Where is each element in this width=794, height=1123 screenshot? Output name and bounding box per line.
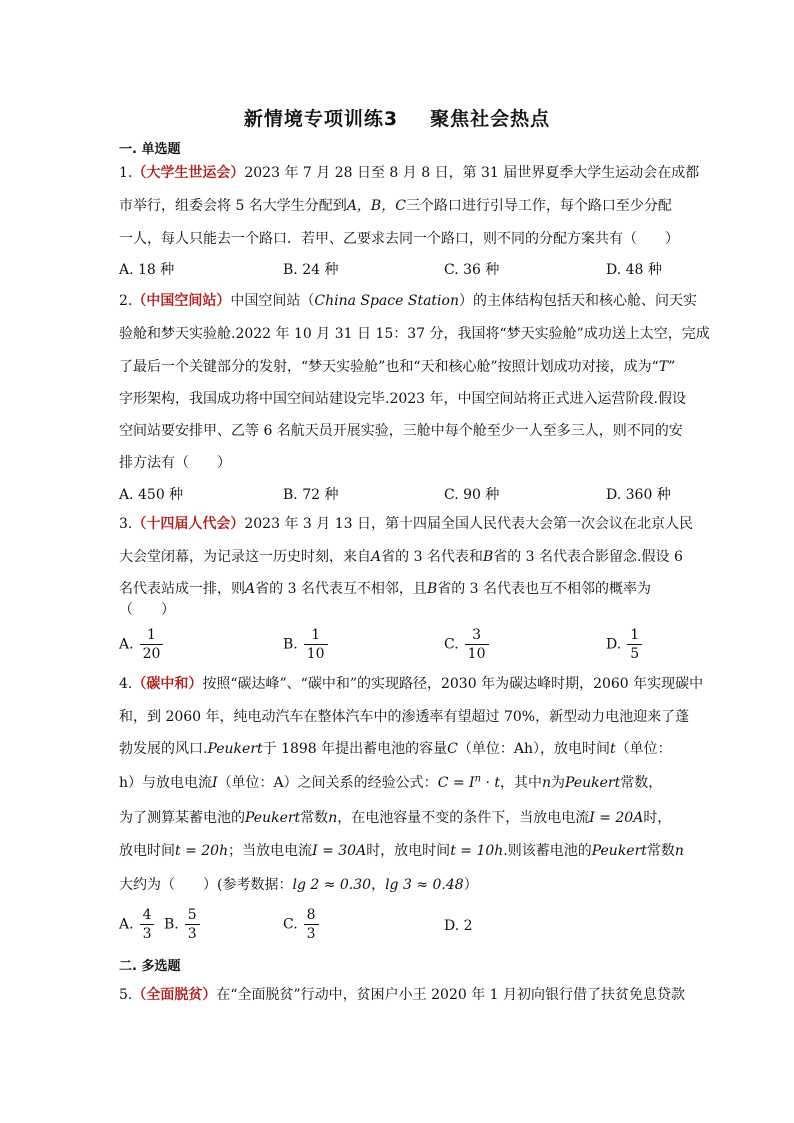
q4-text-4c: ，其中 bbox=[500, 775, 542, 791]
q5-text-1: 在“全面脱贫”行动中，贫困户小王 2020 年 1 月初向银行借了扶贫免息贷款 bbox=[216, 987, 686, 1003]
q5-line-1 bbox=[119, 984, 685, 1004]
q4-option-a-label: A. bbox=[119, 916, 134, 933]
q4-text-3b: 于 1898 年提出蓄电池的容量 bbox=[262, 741, 448, 757]
q3-option-c[interactable] bbox=[444, 626, 489, 663]
q3-var-a2: A bbox=[245, 581, 256, 597]
q4-option-c[interactable] bbox=[283, 906, 319, 943]
q3-line-1 bbox=[119, 513, 693, 533]
q4-var-n2: n bbox=[328, 810, 338, 826]
q2-line-2: 验舱和梦天实验舱.2022 年 10 月 31 日 15：37 分，我国将“梦天实验舱”成功送上太空，完成 bbox=[119, 326, 710, 342]
q1-line-3: 一人，每人只能去一个路口．若甲、乙要求去同一个路口，则不同的分配方案共有（ ） bbox=[119, 231, 679, 247]
q2-line-5: 空间站要安排甲、乙等 6 名航天员开展实验，三舱中每个舱至少一人至多三人，则不同的安 bbox=[119, 423, 683, 439]
q2-line-3 bbox=[119, 356, 675, 376]
q1-option-d[interactable]: D. 48 种 bbox=[606, 262, 662, 278]
q2-option-d[interactable]: D. 360 种 bbox=[606, 487, 671, 503]
q4-text-6b: ；当放电电流 bbox=[228, 843, 313, 859]
q4-var-t: t bbox=[610, 741, 616, 757]
q1-text-1: 2023 年 7 月 28 日至 8 月 8 日，第 31 届世界夏季大学生运动会在成都 bbox=[244, 165, 700, 181]
q4-formula bbox=[438, 775, 500, 791]
fraction-denominator: 10 bbox=[306, 646, 325, 662]
q3-var-b2: B bbox=[426, 581, 438, 597]
q4-text-6d: .则该蓄电池的 bbox=[503, 843, 592, 859]
q1-option-c[interactable]: C. 36 种 bbox=[444, 262, 500, 278]
q3-text-3a: 名代表站成一排，则 bbox=[119, 581, 245, 597]
q1-text-2b: 三个路口进行引导工作，每个路口至少分配 bbox=[405, 198, 672, 214]
q3-option-d-label: D. bbox=[606, 636, 622, 653]
q4-text-3a: 勃发展的风口. bbox=[119, 741, 208, 757]
fraction-denominator: 20 bbox=[142, 646, 161, 662]
q1-tag: （大学生世运会） bbox=[132, 165, 245, 181]
fraction bbox=[185, 906, 200, 943]
q4-var-i: I bbox=[212, 775, 218, 791]
q4-line-5 bbox=[119, 807, 671, 827]
q4-var-n3: n bbox=[674, 843, 684, 859]
q4-text-5b: 常数 bbox=[300, 810, 329, 826]
q3-text-1: 2023 年 3 月 13 日，第十四届全国人民代表大会第一次会议在北京人民 bbox=[244, 516, 693, 532]
q4-line-3 bbox=[119, 738, 672, 758]
q4-number: 4. bbox=[119, 676, 133, 692]
q2-option-b[interactable]: B. 72 种 bbox=[283, 487, 339, 503]
fraction-numerator: 3 bbox=[465, 626, 489, 645]
q4-time-20: t = 20h bbox=[175, 843, 229, 859]
q4-option-b[interactable] bbox=[164, 906, 200, 943]
q4-text-5c: ，在电池容量不变的条件下，当放电电流 bbox=[337, 810, 590, 826]
q4-peukert-4: Peukert bbox=[591, 843, 647, 859]
q2-number: 2. bbox=[119, 293, 133, 309]
q5-tag: （全面脱贫） bbox=[132, 987, 217, 1003]
q2-option-a[interactable]: A. 450 种 bbox=[119, 487, 184, 503]
q4-lg2: lg 2 ≈ 0.30 bbox=[292, 877, 372, 893]
q4-option-c-label: C. bbox=[283, 916, 298, 933]
q4-formula-base: C = I bbox=[437, 775, 475, 791]
title-left: 新情境专项训练3 bbox=[243, 108, 399, 130]
q2-tag: （中国空间站） bbox=[132, 293, 231, 309]
fraction bbox=[304, 626, 328, 663]
q4-peukert-2: Peukert bbox=[565, 775, 621, 791]
q3-text-2b: 省的 3 名代表和 bbox=[381, 549, 483, 565]
page-title bbox=[0, 104, 794, 131]
fraction-numerator: 1 bbox=[304, 626, 328, 645]
fraction bbox=[627, 626, 642, 663]
q4-line-4 bbox=[119, 772, 662, 792]
q2-english-name: China Space Station bbox=[314, 293, 459, 309]
q2-line-4: 字形架构，我国成功将中国空间站建设完毕.2023 年，中国空间站将正式进入运营阶段.假设 bbox=[119, 391, 686, 407]
q4-time-10: t = 10h bbox=[450, 843, 504, 859]
q3-var-a: A bbox=[371, 549, 382, 565]
q4-line-1 bbox=[119, 673, 703, 693]
q2-line-1 bbox=[119, 290, 697, 310]
q2-text-1a: 中国空间站（ bbox=[230, 293, 315, 309]
fraction bbox=[140, 906, 155, 943]
q5-number: 5. bbox=[119, 987, 133, 1003]
q4-option-a[interactable] bbox=[119, 906, 154, 943]
fraction-denominator: 3 bbox=[142, 926, 152, 942]
q4-text-7a: 大约为（ ）(参考数据： bbox=[119, 877, 293, 893]
q2-text-1b: ）的主体结构包括天和核心舱、问天实 bbox=[458, 293, 697, 309]
q3-option-a-label: A. bbox=[119, 636, 134, 653]
q4-current-20: I = 20A bbox=[589, 810, 644, 826]
title-right: 聚焦社会热点 bbox=[430, 108, 551, 130]
q3-option-b[interactable] bbox=[283, 626, 328, 663]
q1-option-a[interactable]: A. 18 种 bbox=[119, 262, 175, 278]
q4-text-5a: 为了测算某蓄电池的 bbox=[119, 810, 245, 826]
q4-var-n: n bbox=[542, 775, 552, 791]
q2-text-3b: ” bbox=[668, 359, 676, 375]
q4-option-b-label: B. bbox=[164, 916, 179, 933]
q4-text-6c: 时，放电时间 bbox=[366, 843, 451, 859]
q3-option-c-label: C. bbox=[444, 636, 459, 653]
q4-text-7c: ） bbox=[463, 877, 478, 893]
q4-var-c: C bbox=[447, 741, 458, 757]
q4-text-6e: 常数 bbox=[646, 843, 675, 859]
fraction-numerator: 5 bbox=[185, 906, 200, 925]
q4-formula-tail: · t bbox=[481, 775, 500, 791]
q4-text-4e: 常数， bbox=[620, 775, 663, 791]
q1-number: 1. bbox=[119, 165, 133, 181]
q4-peukert-3: Peukert bbox=[245, 810, 301, 826]
q2-t-letter: T bbox=[658, 359, 669, 375]
fraction-numerator: 1 bbox=[627, 626, 642, 645]
q4-text-4b: （单位：A）之间关系的经验公式： bbox=[217, 775, 438, 791]
q1-option-b[interactable]: B. 24 种 bbox=[283, 262, 339, 278]
q4-lg3: lg 3 ≈ 0.48 bbox=[385, 877, 464, 893]
q1-line-1 bbox=[119, 162, 699, 182]
q1-vars: A，B，C bbox=[346, 198, 406, 214]
q4-line-6 bbox=[119, 840, 684, 860]
q3-text-3b: 省的 3 名代表互不相邻，且 bbox=[255, 581, 427, 597]
q4-text-1: 按照“碳达峰”、“碳中和”的实现路径，2030 年为碳达峰时期，2060 年实现碳中 bbox=[202, 676, 704, 692]
q3-tag: （十四届人代会） bbox=[132, 516, 245, 532]
q4-text-4a: h）与放电电流 bbox=[119, 775, 213, 791]
q3-option-b-label: B. bbox=[283, 636, 298, 653]
q3-option-d[interactable] bbox=[606, 626, 642, 663]
section-heading-multi: 二. 多选题 bbox=[119, 959, 181, 974]
q3-text-2a: 大会堂闭幕，为记录这一历史时刻，来自 bbox=[119, 549, 371, 565]
q3-text-2c: 省的 3 名代表合影留念.假设 6 bbox=[493, 549, 683, 565]
q3-var-b: B bbox=[482, 549, 494, 565]
q2-option-c[interactable]: C. 90 种 bbox=[444, 487, 500, 503]
section-heading-single: 一. 单选题 bbox=[119, 142, 181, 157]
q3-option-a[interactable] bbox=[119, 626, 163, 663]
q4-peukert: Peukert bbox=[207, 741, 263, 757]
fraction-denominator: 3 bbox=[187, 926, 197, 942]
q4-text-7b: ， bbox=[371, 877, 386, 893]
q1-text-2: 市举行，组委会将 5 名大学生分配到 bbox=[119, 198, 347, 214]
q4-line-7 bbox=[119, 874, 478, 894]
q3-text-3c: 省的 3 名代表也互不相邻的概率为 bbox=[437, 581, 652, 597]
q4-text-3d: （单位： bbox=[615, 741, 672, 757]
fraction bbox=[304, 906, 319, 943]
q3-line-3 bbox=[119, 578, 651, 598]
q4-text-6a: 放电时间 bbox=[119, 843, 175, 859]
q4-text-3c: （单位：Ah），放电时间 bbox=[457, 741, 611, 757]
q4-tag: （碳中和） bbox=[132, 676, 203, 692]
q4-formula-exp: n bbox=[474, 773, 482, 785]
q4-text-5d: 时， bbox=[643, 810, 672, 826]
q3-line-2 bbox=[119, 546, 683, 566]
q2-line-6: 排方法有（ ） bbox=[119, 455, 231, 471]
fraction-denominator: 3 bbox=[306, 926, 316, 942]
q1-line-2 bbox=[119, 195, 672, 215]
fraction-denominator: 5 bbox=[630, 646, 640, 662]
q3-line-4: （ ） bbox=[119, 602, 175, 618]
fraction-numerator: 1 bbox=[140, 626, 164, 645]
q4-current-30: I = 30A bbox=[312, 843, 367, 859]
fraction bbox=[140, 626, 164, 663]
fraction-denominator: 10 bbox=[467, 646, 486, 662]
q3-number: 3. bbox=[119, 516, 133, 532]
q2-text-3a: 了最后一个关键部分的发射，“梦天实验舱”也和“天和核心舱”按照计划成功对接，成为“ bbox=[119, 359, 659, 375]
q4-line-2: 和，到 2060 年，纯电动汽车在整体汽车中的渗透率有望超过 70%，新型动力电池迎来了蓬 bbox=[119, 709, 690, 725]
q4-option-d[interactable]: D. 2 bbox=[444, 918, 473, 934]
fraction-numerator: 8 bbox=[304, 906, 319, 925]
fraction-numerator: 4 bbox=[140, 906, 155, 925]
q4-text-4d: 为 bbox=[551, 775, 566, 791]
fraction bbox=[465, 626, 489, 663]
